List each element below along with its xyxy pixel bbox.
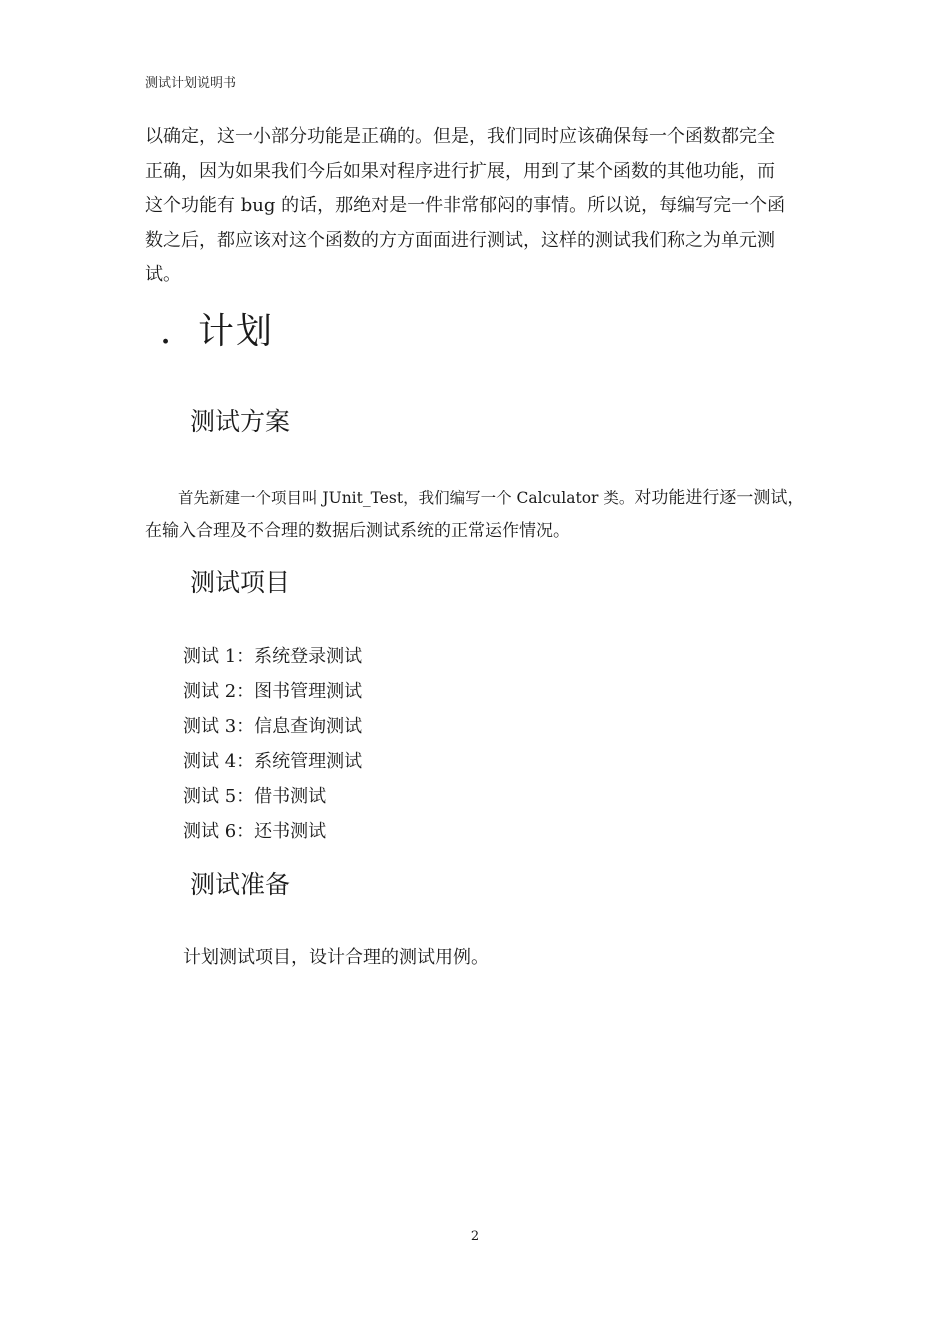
- test-item: 测试 3：信息查询测试: [183, 716, 363, 737]
- preparation-heading: 测试准备: [190, 870, 291, 899]
- test-items-list: [183, 639, 362, 849]
- page-number: 2: [470, 1229, 480, 1244]
- test-item: 测试 6：还书测试: [183, 821, 327, 842]
- test-items-heading: 测试项目: [190, 568, 291, 597]
- intro-line: 试。: [145, 264, 181, 285]
- plan-line-2: 在输入合理及不合理的数据后测试系统的正常运作情况。: [145, 521, 570, 541]
- intro-line: 数之后，都应该对这个函数的方方面面进行测试，这样的测试我们称之为单元测: [145, 229, 775, 251]
- plan-line-1: [145, 482, 810, 515]
- intro-line: 正确，因为如果我们今后如果对程序进行扩展，用到了某个函数的其他功能，而: [145, 160, 775, 182]
- plan-paragraph: [145, 482, 810, 548]
- plan-heading: 测试方案: [190, 407, 291, 436]
- plan-line-1-part-b: 对功能进行逐一测试，: [634, 488, 805, 508]
- running-header: 测试计划说明书: [145, 76, 237, 91]
- test-item: 测试 4：系统管理测试: [183, 751, 363, 772]
- plan-line-1-part-a: 首先新建一个项目叫 JUnit_Test，我们编写一个 Calculator 类。: [178, 489, 635, 507]
- preparation-text: 计划测试项目，设计合理的测试用例。: [183, 947, 489, 968]
- intro-line: 这个功能有 bug 的话，那绝对是一件非常郁闷的事情。所以说，每编写完一个函: [145, 195, 786, 216]
- test-item: 测试 1：系统登录测试: [183, 646, 363, 667]
- test-item: 测试 2：图书管理测试: [183, 681, 363, 702]
- intro-line: 以确定，这一小部分功能是正确的。但是，我们同时应该确保每一个函数都完全: [145, 126, 775, 147]
- section-title: ．计划: [160, 311, 275, 352]
- intro-paragraph: [145, 120, 810, 293]
- test-item: 测试 5：借书测试: [183, 786, 327, 807]
